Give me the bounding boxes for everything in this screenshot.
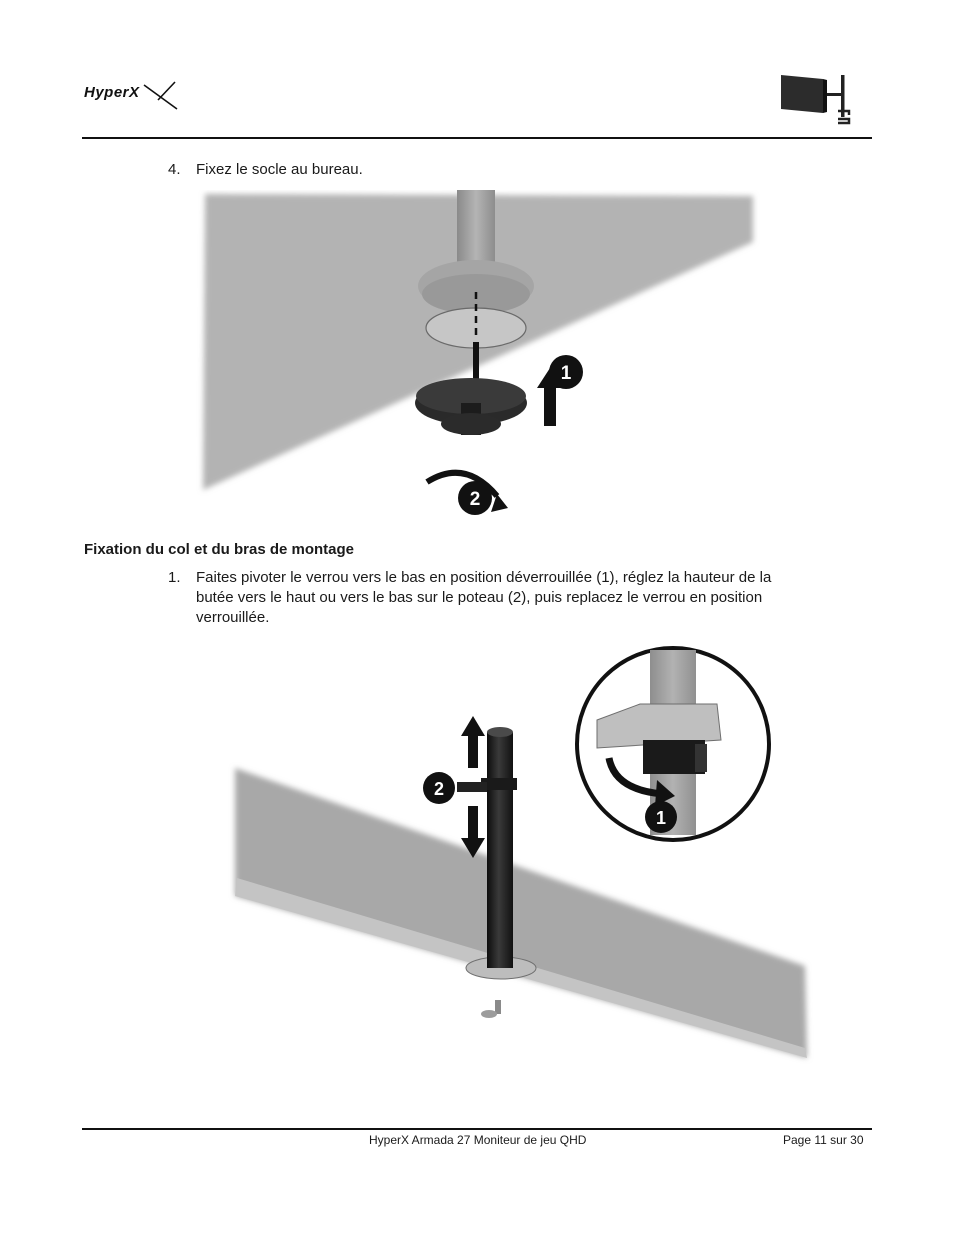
hyperx-logo — [84, 80, 182, 112]
step-line: Faites pivoter le verrou vers le bas en position déverrouillée (1), réglez la hauteur de la — [196, 569, 772, 586]
svg-text:2: 2 — [469, 489, 481, 510]
svg-text:1: 1 — [655, 808, 667, 828]
step-line: butée vers le haut ou vers le bas sur le poteau (2), puis replacez le verrou en position — [196, 589, 763, 606]
arrow-up — [461, 716, 485, 768]
figure-collar-adjust — [225, 640, 815, 1070]
step-text: Fixez le socle au bureau. — [196, 161, 363, 178]
svg-text:1: 1 — [560, 363, 572, 384]
footer-title: HyperX Armada 27 Moniteur de jeu QHD — [369, 1133, 587, 1147]
step-number: 4. — [168, 161, 181, 178]
step-line: verrouillée. — [196, 609, 270, 626]
pole — [487, 732, 513, 968]
figure-base-clamp — [195, 190, 760, 525]
step-text — [196, 568, 856, 628]
header-rule — [82, 137, 872, 139]
page-number: Page 11 sur 30 — [783, 1133, 864, 1147]
logo-wordmark: HyperX — [84, 84, 140, 101]
pole — [457, 190, 495, 266]
svg-text:2: 2 — [433, 779, 445, 799]
section-heading: Fixation du col et du bras de montage — [84, 541, 355, 558]
step-number: 1. — [168, 569, 181, 586]
footer-rule — [82, 1128, 872, 1130]
monitor-arm-icon — [779, 71, 857, 125]
